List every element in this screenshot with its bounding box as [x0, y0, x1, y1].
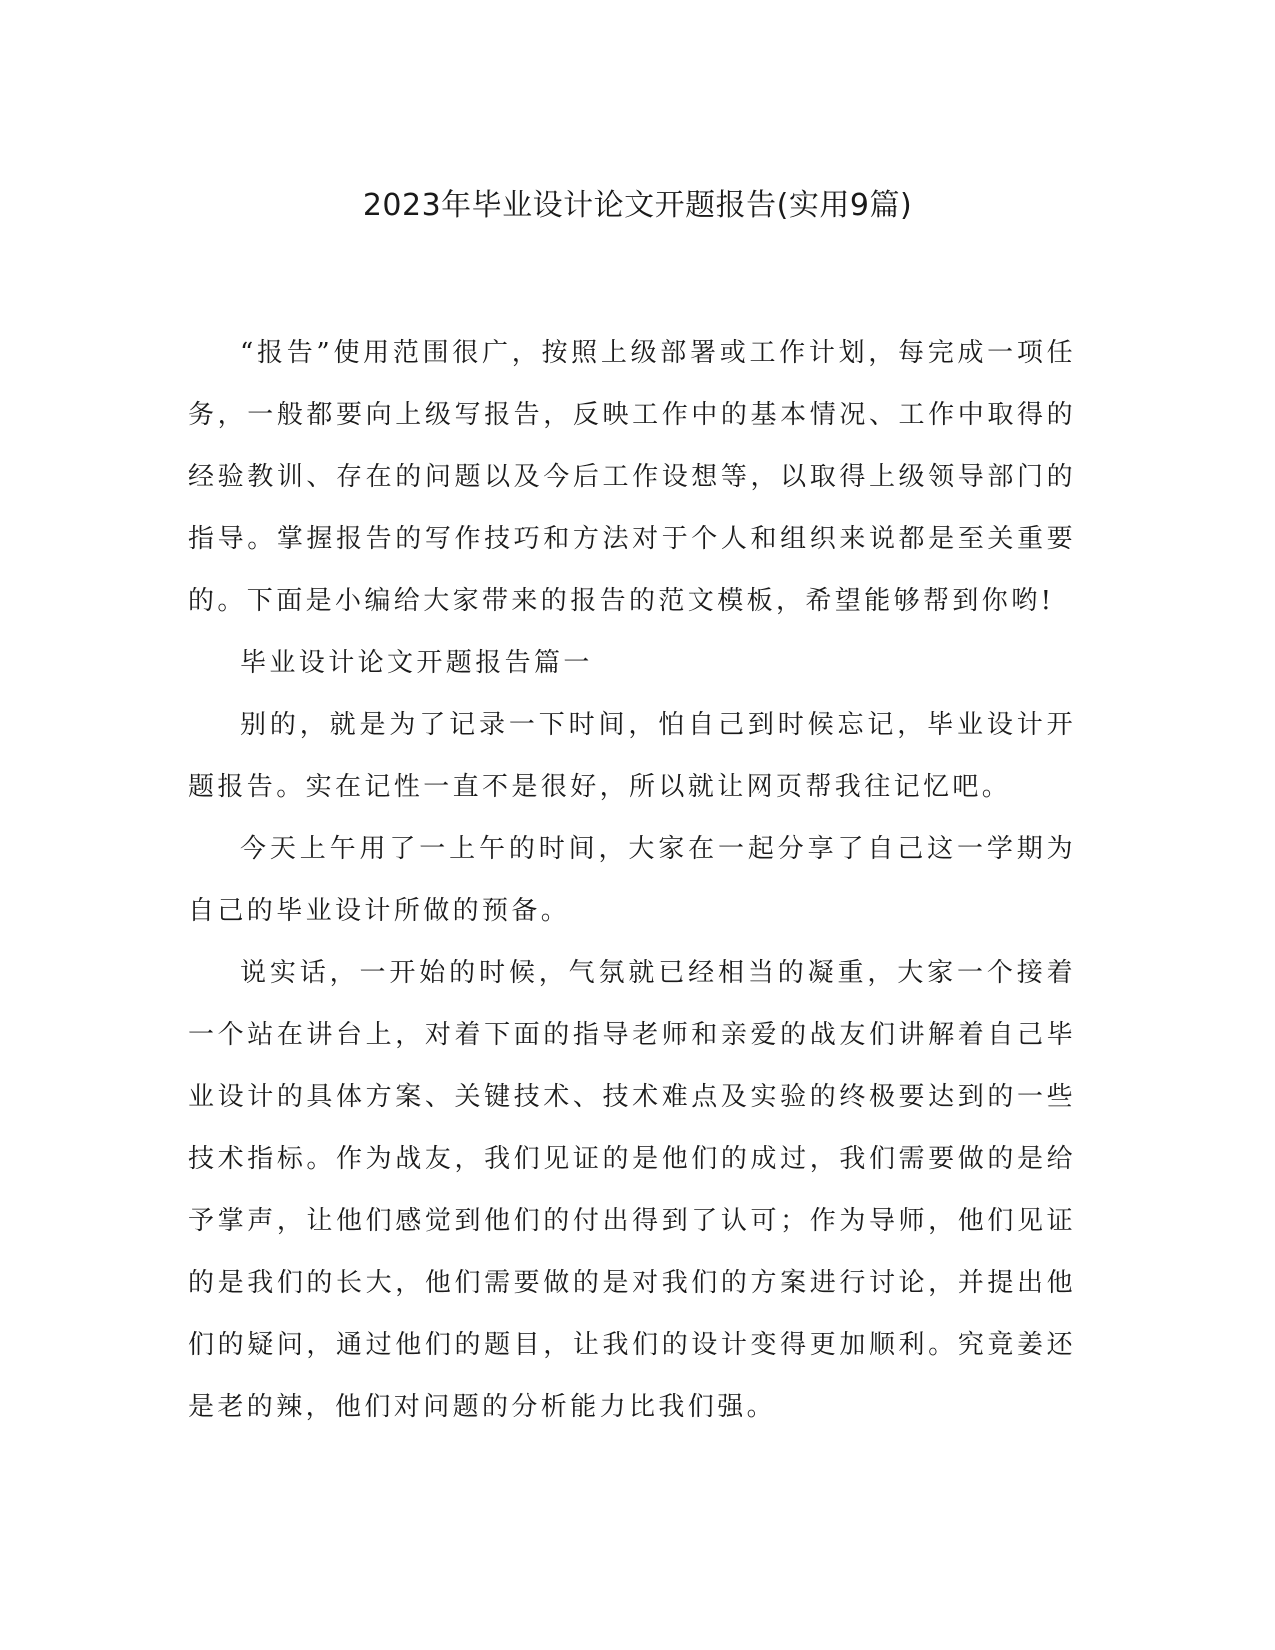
intro-paragraph: “报告”使用范围很广，按照上级部署或工作计划，每完成一项任务，一般都要向上级写报告，反映工作中的基本情况、工作中取得的经验教训、存在的问题以及今后工作设想等，以取得上级领导部门的指导。掌握报告的写作技巧和方法对于个人和组织来说都是至关重要的。下面是小编给大家带来的报告的范文模板，希望能够帮到你哟!	[188, 338, 1076, 616]
document-body	[188, 322, 1076, 1438]
body-paragraph: 别的，就是为了记录一下时间，怕自己到时候忘记，毕业设计开题报告。实在记性一直不是很好，所以就让网页帮我往记忆吧。	[188, 710, 1076, 802]
document-title: 2023年毕业设计论文开题报告(实用9篇)	[362, 188, 913, 223]
body-paragraph: 说实话，一开始的时候，气氛就已经相当的凝重，大家一个接着一个站在讲台上，对着下面的指导老师和亲爱的战友们讲解着自己毕业设计的具体方案、关键技术、技术难点及实验的终极要达到的一些技术指标。作为战友，我们见证的是他们的成过，我们需要做的是给予掌声，让他们感觉到他们的付出得到了认可；作为导师，他们见证的是我们的长大，他们需要做的是对我们的方案进行讨论，并提出他们的疑问，通过他们的题目，让我们的设计变得更加顺利。究竟姜还是老的辣，他们对问题的分析能力比我们强。	[188, 958, 1076, 1422]
section-heading: 毕业设计论文开题报告篇一	[240, 648, 593, 678]
body-paragraph: 今天上午用了一上午的时间，大家在一起分享了自己这一学期为自己的毕业设计所做的预备。	[188, 834, 1076, 926]
